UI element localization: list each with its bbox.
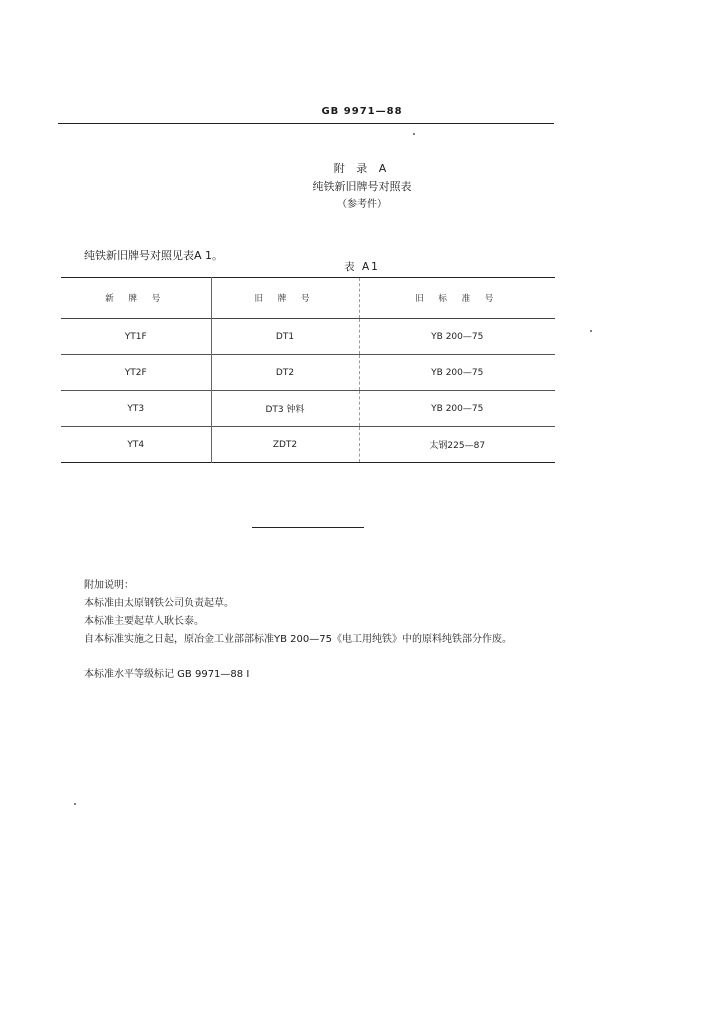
intro-paragraph: 纯铁新旧牌号对照见表A 1。 bbox=[84, 249, 224, 262]
cell-new-grade: YT2F bbox=[61, 355, 211, 391]
comparison-table bbox=[61, 277, 555, 463]
table-caption: 表 A1 bbox=[344, 261, 380, 273]
notes-line: 本标准主要起草人耿长泰。 bbox=[84, 616, 204, 627]
appendix-subtitle: 纯铁新旧牌号对照表 bbox=[312, 180, 412, 193]
notes-line: 自本标准实施之日起，原冶金工业部部标准YB 200—75《电工用纯铁》中的原料纯铁部分作废。 bbox=[84, 634, 512, 645]
table-row bbox=[61, 355, 555, 391]
cell-old-grade: DT2 bbox=[211, 355, 359, 391]
cell-old-grade: ZDT2 bbox=[211, 427, 359, 463]
cell-old-grade: DT1 bbox=[211, 319, 359, 355]
header-new-grade: 新 牌 号 bbox=[61, 278, 211, 319]
scan-speck bbox=[74, 803, 76, 805]
appendix-note: （参考件） bbox=[337, 199, 387, 210]
cell-old-grade: DT3 钟料 bbox=[211, 391, 359, 427]
cell-old-standard: YB 200—75 bbox=[431, 367, 484, 378]
header-old-grade: 旧 牌 号 bbox=[211, 278, 359, 319]
standard-code-header: GB 9971—88 bbox=[321, 106, 403, 117]
table-header-row bbox=[61, 278, 555, 319]
cell-new-grade: YT4 bbox=[61, 427, 211, 463]
additional-notes bbox=[84, 577, 512, 649]
table-row bbox=[61, 319, 555, 355]
scan-speck bbox=[590, 330, 592, 332]
cell-new-grade: YT3 bbox=[61, 391, 211, 427]
notes-heading: 附加说明： bbox=[84, 580, 134, 591]
cell-new-grade: YT1F bbox=[61, 319, 211, 355]
appendix-title: 附 录 A bbox=[333, 162, 391, 175]
scan-speck bbox=[413, 133, 415, 135]
table-row bbox=[61, 391, 555, 427]
cell-old-standard: YB 200—75 bbox=[431, 331, 484, 342]
cell-old-standard: YB 200—75 bbox=[431, 403, 484, 414]
grade-mark: 本标准水平等级标记 GB 9971—88 I bbox=[84, 669, 250, 680]
table-row bbox=[61, 427, 555, 463]
header-old-standard: 旧 标 准 号 bbox=[415, 294, 500, 304]
header-rule bbox=[58, 123, 554, 124]
cell-old-standard: 太钢225—87 bbox=[429, 441, 486, 451]
notes-line: 本标准由太原钢铁公司负责起草。 bbox=[84, 598, 234, 609]
end-rule bbox=[252, 527, 364, 528]
